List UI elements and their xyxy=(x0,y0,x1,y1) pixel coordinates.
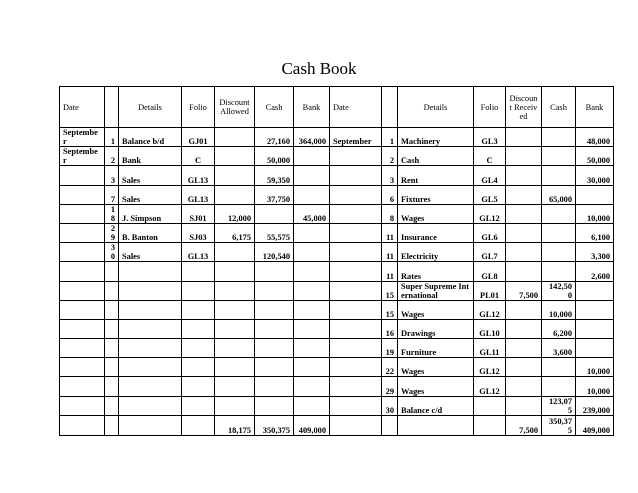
debit-details-cell xyxy=(119,300,182,319)
credit-folio-cell: GL10 xyxy=(474,319,506,338)
credit-folio-cell: PL01 xyxy=(474,281,506,300)
debit-discount-cell xyxy=(215,339,255,358)
table-row xyxy=(60,358,614,377)
debit-bank-cell xyxy=(294,147,330,166)
debit-cash-cell xyxy=(255,300,294,319)
debit-folio-cell xyxy=(182,339,215,358)
debit-date-cell xyxy=(60,185,105,204)
credit-date-cell xyxy=(330,396,382,415)
debit-bank-cell xyxy=(294,243,330,262)
debit-folio-cell xyxy=(182,262,215,281)
credit-cash-cell xyxy=(542,128,576,147)
credit-cash-cell: 65,000 xyxy=(542,185,576,204)
total-right-details xyxy=(398,415,474,435)
debit-folio-cell xyxy=(182,377,215,396)
debit-date-cell xyxy=(60,281,105,300)
credit-bank-cell: 30,000 xyxy=(576,166,614,185)
credit-date-cell xyxy=(330,262,382,281)
credit-discount-cell xyxy=(506,166,542,185)
debit-day-cell xyxy=(105,339,119,358)
debit-date-cell xyxy=(60,358,105,377)
table-row xyxy=(60,243,614,262)
credit-date-cell xyxy=(330,223,382,242)
credit-cash-cell xyxy=(542,377,576,396)
table-row xyxy=(60,262,614,281)
debit-discount-cell xyxy=(215,396,255,415)
debit-discount-cell xyxy=(215,147,255,166)
debit-discount-cell xyxy=(215,166,255,185)
debit-date-cell: September xyxy=(60,147,105,166)
debit-folio-cell xyxy=(182,358,215,377)
table-row xyxy=(60,377,614,396)
credit-discount-cell xyxy=(506,147,542,166)
credit-day-cell: 16 xyxy=(382,319,398,338)
debit-discount-cell xyxy=(215,243,255,262)
debit-cash-cell xyxy=(255,339,294,358)
table-row xyxy=(60,300,614,319)
table-row xyxy=(60,339,614,358)
credit-bank-cell: 48,000 xyxy=(576,128,614,147)
debit-day-cell: 2 xyxy=(105,147,119,166)
total-right-bank: 409,000 xyxy=(576,415,614,435)
debit-details-cell xyxy=(119,396,182,415)
debit-discount-cell xyxy=(215,128,255,147)
credit-day-cell: 30 xyxy=(382,396,398,415)
cash-book-table xyxy=(59,86,614,436)
debit-bank-cell xyxy=(294,300,330,319)
credit-discount-cell xyxy=(506,243,542,262)
credit-date-cell xyxy=(330,166,382,185)
debit-discount-cell: 6,175 xyxy=(215,223,255,242)
debit-details-cell xyxy=(119,281,182,300)
debit-date-cell xyxy=(60,300,105,319)
credit-discount-cell xyxy=(506,128,542,147)
debit-cash-cell xyxy=(255,281,294,300)
debit-folio-cell: SJ03 xyxy=(182,223,215,242)
debit-details-cell: Sales xyxy=(119,166,182,185)
credit-day-cell: 22 xyxy=(382,358,398,377)
total-right-cash: 350,375 xyxy=(542,415,576,435)
total-right-day xyxy=(382,415,398,435)
credit-discount-cell xyxy=(506,204,542,223)
debit-details-cell: Sales xyxy=(119,243,182,262)
debit-cash-cell xyxy=(255,204,294,223)
debit-details-cell: Sales xyxy=(119,185,182,204)
page-title: Cash Book xyxy=(281,59,357,78)
credit-bank-cell xyxy=(576,281,614,300)
debit-cash-cell xyxy=(255,319,294,338)
credit-day-cell: 11 xyxy=(382,262,398,281)
credit-details-cell: Fixtures xyxy=(398,185,474,204)
total-left-cash: 350,375 xyxy=(255,415,294,435)
credit-discount-cell xyxy=(506,262,542,281)
debit-folio-cell xyxy=(182,319,215,338)
credit-cash-cell: 6,200 xyxy=(542,319,576,338)
credit-folio-cell: GL11 xyxy=(474,339,506,358)
header-left-folio: Folio xyxy=(182,87,215,128)
header-right-details: Details xyxy=(398,87,474,128)
credit-details-cell: Cash xyxy=(398,147,474,166)
debit-details-cell: J. Simpson xyxy=(119,204,182,223)
debit-folio-cell xyxy=(182,281,215,300)
credit-day-cell: 2 xyxy=(382,147,398,166)
debit-date-cell xyxy=(60,396,105,415)
credit-date-cell xyxy=(330,281,382,300)
debit-bank-cell xyxy=(294,262,330,281)
header-left-date: Date xyxy=(60,87,105,128)
debit-day-cell: 3 xyxy=(105,166,119,185)
credit-bank-cell: 50,000 xyxy=(576,147,614,166)
total-right-discount: 7,500 xyxy=(506,415,542,435)
debit-details-cell: Bank xyxy=(119,147,182,166)
debit-date-cell xyxy=(60,204,105,223)
table-row xyxy=(60,204,614,223)
header-row xyxy=(60,87,614,128)
credit-bank-cell: 2,600 xyxy=(576,262,614,281)
debit-cash-cell: 37,750 xyxy=(255,185,294,204)
credit-bank-cell: 10,000 xyxy=(576,377,614,396)
debit-discount-cell xyxy=(215,185,255,204)
credit-folio-cell: GL8 xyxy=(474,262,506,281)
credit-discount-cell xyxy=(506,319,542,338)
header-left-details: Details xyxy=(119,87,182,128)
debit-details-cell xyxy=(119,339,182,358)
debit-day-cell xyxy=(105,281,119,300)
debit-cash-cell xyxy=(255,358,294,377)
credit-discount-cell xyxy=(506,185,542,204)
total-left-date xyxy=(60,415,105,435)
debit-date-cell xyxy=(60,377,105,396)
header-right-cash: Cash xyxy=(542,87,576,128)
credit-discount-cell xyxy=(506,377,542,396)
debit-day-cell xyxy=(105,358,119,377)
total-left-details xyxy=(119,415,182,435)
credit-folio-cell: GL3 xyxy=(474,128,506,147)
debit-bank-cell xyxy=(294,358,330,377)
credit-discount-cell xyxy=(506,223,542,242)
credit-day-cell: 11 xyxy=(382,223,398,242)
credit-day-cell: 8 xyxy=(382,204,398,223)
debit-bank-cell xyxy=(294,319,330,338)
debit-date-cell xyxy=(60,166,105,185)
debit-date-cell xyxy=(60,339,105,358)
debit-details-cell: B. Banton xyxy=(119,223,182,242)
credit-details-cell: Electricity xyxy=(398,243,474,262)
debit-bank-cell xyxy=(294,281,330,300)
debit-discount-cell: 12,000 xyxy=(215,204,255,223)
credit-day-cell: 29 xyxy=(382,377,398,396)
total-right-folio xyxy=(474,415,506,435)
debit-folio-cell: SJ01 xyxy=(182,204,215,223)
debit-cash-cell: 55,575 xyxy=(255,223,294,242)
credit-date-cell xyxy=(330,358,382,377)
credit-cash-cell xyxy=(542,262,576,281)
debit-folio-cell xyxy=(182,300,215,319)
credit-cash-cell: 123,075 xyxy=(542,396,576,415)
debit-details-cell xyxy=(119,319,182,338)
credit-cash-cell xyxy=(542,147,576,166)
debit-date-cell xyxy=(60,319,105,338)
debit-bank-cell xyxy=(294,396,330,415)
debit-cash-cell xyxy=(255,377,294,396)
credit-details-cell: Balance c/d xyxy=(398,396,474,415)
debit-bank-cell: 45,000 xyxy=(294,204,330,223)
credit-folio-cell: GL12 xyxy=(474,300,506,319)
debit-date-cell: September xyxy=(60,128,105,147)
credit-discount-cell: 7,500 xyxy=(506,281,542,300)
credit-day-cell: 11 xyxy=(382,243,398,262)
debit-cash-cell: 27,160 xyxy=(255,128,294,147)
credit-date-cell xyxy=(330,377,382,396)
table-row xyxy=(60,223,614,242)
debit-folio-cell: GL13 xyxy=(182,243,215,262)
header-right-folio: Folio xyxy=(474,87,506,128)
credit-cash-cell: 142,500 xyxy=(542,281,576,300)
credit-date-cell xyxy=(330,204,382,223)
debit-day-cell xyxy=(105,300,119,319)
total-left-folio xyxy=(182,415,215,435)
credit-bank-cell: 3,300 xyxy=(576,243,614,262)
credit-day-cell: 6 xyxy=(382,185,398,204)
debit-cash-cell xyxy=(255,396,294,415)
debit-details-cell xyxy=(119,377,182,396)
debit-day-cell xyxy=(105,377,119,396)
credit-bank-cell: 10,000 xyxy=(576,358,614,377)
credit-date-cell: September xyxy=(330,128,382,147)
debit-details-cell xyxy=(119,262,182,281)
debit-date-cell xyxy=(60,262,105,281)
credit-details-cell: Insurance xyxy=(398,223,474,242)
credit-folio-cell: GL12 xyxy=(474,204,506,223)
header-left-cash: Cash xyxy=(255,87,294,128)
total-left-bank: 409,000 xyxy=(294,415,330,435)
credit-cash-cell xyxy=(542,204,576,223)
debit-date-cell xyxy=(60,243,105,262)
table-row xyxy=(60,147,614,166)
credit-day-cell: 15 xyxy=(382,300,398,319)
header-left-discount: Discount Allowed xyxy=(215,87,255,128)
debit-day-cell xyxy=(105,396,119,415)
debit-bank-cell xyxy=(294,377,330,396)
debit-day-cell xyxy=(105,319,119,338)
debit-bank-cell xyxy=(294,223,330,242)
table-row xyxy=(60,185,614,204)
header-right-bank: Bank xyxy=(576,87,614,128)
debit-day-cell xyxy=(105,262,119,281)
header-right-discount: Discount Received xyxy=(506,87,542,128)
credit-folio-cell: GL12 xyxy=(474,358,506,377)
credit-discount-cell xyxy=(506,339,542,358)
credit-day-cell: 15 xyxy=(382,281,398,300)
credit-cash-cell xyxy=(542,243,576,262)
debit-discount-cell xyxy=(215,319,255,338)
debit-bank-cell: 364,000 xyxy=(294,128,330,147)
total-left-discount: 18,175 xyxy=(215,415,255,435)
debit-folio-cell: GL13 xyxy=(182,166,215,185)
credit-bank-cell: 239,000 xyxy=(576,396,614,415)
total-left-day xyxy=(105,415,119,435)
credit-bank-cell xyxy=(576,185,614,204)
credit-folio-cell: C xyxy=(474,147,506,166)
debit-bank-cell xyxy=(294,185,330,204)
credit-folio-cell: GL4 xyxy=(474,166,506,185)
credit-day-cell: 1 xyxy=(382,128,398,147)
total-right-date xyxy=(330,415,382,435)
credit-cash-cell xyxy=(542,166,576,185)
credit-details-cell: Rates xyxy=(398,262,474,281)
credit-bank-cell xyxy=(576,300,614,319)
credit-date-cell xyxy=(330,319,382,338)
credit-folio-cell: GL6 xyxy=(474,223,506,242)
credit-cash-cell xyxy=(542,358,576,377)
header-right-date: Date xyxy=(330,87,382,128)
credit-date-cell xyxy=(330,300,382,319)
debit-folio-cell: GJ01 xyxy=(182,128,215,147)
credit-cash-cell: 10,000 xyxy=(542,300,576,319)
debit-cash-cell xyxy=(255,262,294,281)
debit-bank-cell xyxy=(294,166,330,185)
debit-bank-cell xyxy=(294,339,330,358)
credit-date-cell xyxy=(330,339,382,358)
debit-discount-cell xyxy=(215,262,255,281)
credit-folio-cell xyxy=(474,396,506,415)
credit-folio-cell: GL5 xyxy=(474,185,506,204)
credit-details-cell: Furniture xyxy=(398,339,474,358)
credit-bank-cell: 10,000 xyxy=(576,204,614,223)
header-left-day xyxy=(105,87,119,128)
credit-folio-cell: GL12 xyxy=(474,377,506,396)
credit-cash-cell xyxy=(542,223,576,242)
header-right-day xyxy=(382,87,398,128)
table-row xyxy=(60,128,614,147)
credit-details-cell: Machinery xyxy=(398,128,474,147)
credit-discount-cell xyxy=(506,396,542,415)
debit-folio-cell xyxy=(182,396,215,415)
credit-details-cell: Wages xyxy=(398,204,474,223)
credit-details-cell: Super Supreme International xyxy=(398,281,474,300)
debit-cash-cell: 120,540 xyxy=(255,243,294,262)
credit-bank-cell xyxy=(576,319,614,338)
debit-day-cell: 1 xyxy=(105,128,119,147)
debit-discount-cell xyxy=(215,281,255,300)
debit-details-cell: Balance b/d xyxy=(119,128,182,147)
credit-bank-cell: 6,100 xyxy=(576,223,614,242)
debit-day-cell: 18 xyxy=(105,204,119,223)
debit-day-cell: 30 xyxy=(105,243,119,262)
debit-cash-cell: 59,350 xyxy=(255,166,294,185)
table-row xyxy=(60,319,614,338)
debit-date-cell xyxy=(60,223,105,242)
table-row xyxy=(60,166,614,185)
credit-discount-cell xyxy=(506,300,542,319)
debit-day-cell: 29 xyxy=(105,223,119,242)
credit-folio-cell: GL7 xyxy=(474,243,506,262)
credit-day-cell: 3 xyxy=(382,166,398,185)
credit-cash-cell: 3,600 xyxy=(542,339,576,358)
table-row xyxy=(60,396,614,415)
credit-date-cell xyxy=(330,185,382,204)
credit-day-cell: 19 xyxy=(382,339,398,358)
debit-folio-cell: C xyxy=(182,147,215,166)
debit-day-cell: 7 xyxy=(105,185,119,204)
credit-details-cell: Wages xyxy=(398,377,474,396)
credit-discount-cell xyxy=(506,358,542,377)
header-left-bank: Bank xyxy=(294,87,330,128)
debit-discount-cell xyxy=(215,300,255,319)
totals-row xyxy=(60,415,614,435)
table-row xyxy=(60,281,614,300)
credit-date-cell xyxy=(330,243,382,262)
debit-discount-cell xyxy=(215,377,255,396)
credit-details-cell: Drawings xyxy=(398,319,474,338)
debit-cash-cell: 50,000 xyxy=(255,147,294,166)
debit-details-cell xyxy=(119,358,182,377)
credit-date-cell xyxy=(330,147,382,166)
credit-details-cell: Wages xyxy=(398,300,474,319)
credit-details-cell: Rent xyxy=(398,166,474,185)
credit-bank-cell xyxy=(576,339,614,358)
credit-details-cell: Wages xyxy=(398,358,474,377)
debit-discount-cell xyxy=(215,358,255,377)
debit-folio-cell: GL13 xyxy=(182,185,215,204)
